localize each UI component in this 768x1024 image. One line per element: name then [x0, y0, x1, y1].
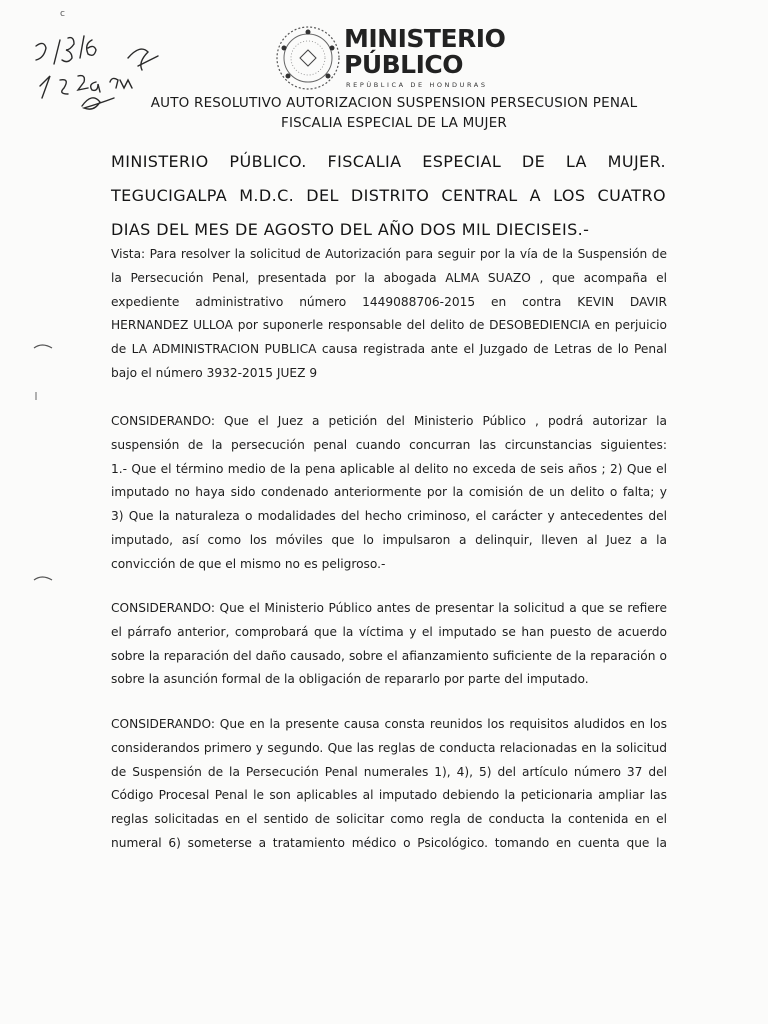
- text-line: 3) Que la naturaleza o modalidades del hecho criminoso, el carácter y antecedentes del: [111, 509, 667, 524]
- text-line: la Persecución Penal, presentada por la abogada ALMA SUAZO , que acompaña el: [111, 270, 667, 285]
- text-line: CONSIDERANDO: Que el Juez a petición del Ministerio Público , podrá autorizar la: [111, 414, 667, 428]
- text-line: CONSIDERANDO: Que en la presente causa consta reunidos los requisitos aludidos en los: [111, 717, 667, 731]
- text-line: imputado no haya sido condenado anteriormente por la comisión de un delito o falta; y: [111, 485, 667, 500]
- text-line: considerandos primero y segundo. Que las reglas de conducta relacionadas en la solicitud: [111, 740, 667, 755]
- text-line: reglas solicitadas en el sentido de solicitar como regla de conducta la contenida en el: [111, 812, 667, 827]
- seal-emblem-icon: [272, 24, 344, 92]
- paragraph-considerando-1: [111, 410, 667, 577]
- text-line: Vista: Para resolver la solicitud de Autorización para seguir por la vía de la Suspensión de: [111, 247, 667, 261]
- text-line: de LA ADMINISTRACION PUBLICA causa registrada ante el Juzgado de Letras de lo Penal: [111, 342, 667, 357]
- ministerio-publico-logo: [344, 26, 505, 89]
- text-line: suspensión de la persecución penal cuando concurran las circunstancias siguientes:: [111, 437, 667, 452]
- text-line: numeral 6) someterse a tratamiento médico o Psicológico. tomando en cuenta que la: [111, 835, 667, 850]
- text-line: el párrafo anterior, comprobará que la víctima y el imputado se han puesto de acuerdo: [111, 624, 667, 639]
- text-line: expediente administrativo número 1449088706-2015 en contra KEVIN DAVIR: [111, 294, 667, 309]
- text-line: imputado, así como los móviles que lo impulsaron a delinquir, lleven al Juez a la: [111, 532, 667, 547]
- text-line: de Suspensión de la Persecución Penal numerales 1), 4), 5) del artículo número 37 del: [111, 764, 667, 779]
- text-line: 1.- Que el término medio de la pena aplicable al delito no exceda de seis años ; 2) Que el: [111, 461, 667, 476]
- text-line: sobre la asunción formal de la obligación de repararlo por parte del imputado.: [111, 672, 589, 687]
- text-line: bajo el número 3932-2015 JUEZ 9: [111, 365, 318, 380]
- text-line: Código Procesal Penal le son aplicables al imputado debiendo la peticionaria ampliar las: [111, 788, 667, 803]
- paragraph-considerando-2: [111, 597, 667, 692]
- heading-line: TEGUCIGALPA M.D.C. DEL DISTRITO CENTRAL A LOS CUATRO: [111, 186, 666, 205]
- document-title: AUTO RESOLUTIVO AUTORIZACION SUSPENSION PERSECUSION PENAL: [150, 95, 638, 111]
- logo-line-ministerio: MINISTERIO: [344, 24, 506, 53]
- paragraph-considerando-3: [111, 713, 667, 856]
- heading-line: DIAS DEL MES DE AGOSTO DEL AÑO DOS MIL DIECISEIS.-: [111, 220, 590, 239]
- heading-line: MINISTERIO PÚBLICO. FISCALIA ESPECIAL DE LA MUJER.: [111, 152, 666, 171]
- logo-subtitle: REPÚBLICA DE HONDURAS: [346, 81, 488, 89]
- text-line: CONSIDERANDO: Que el Ministerio Público antes de presentar la solicitud a que se refiere: [111, 601, 667, 615]
- logo-line-publico: PÚBLICO: [344, 50, 464, 79]
- text-line: sobre la reparación del daño causado, sobre el afianzamiento suficiente de la reparación o: [111, 648, 667, 663]
- document-subtitle: FISCALIA ESPECIAL DE LA MUJER: [280, 115, 508, 131]
- text-line: HERNANDEZ ULLOA por suponerle responsable del delito de DESOBEDIENCIA en perjuicio: [111, 318, 667, 333]
- paragraph-vista: [111, 243, 667, 386]
- text-line: convicción de que el mismo no es peligroso.-: [111, 556, 386, 571]
- svg-text:c: c: [60, 9, 65, 19]
